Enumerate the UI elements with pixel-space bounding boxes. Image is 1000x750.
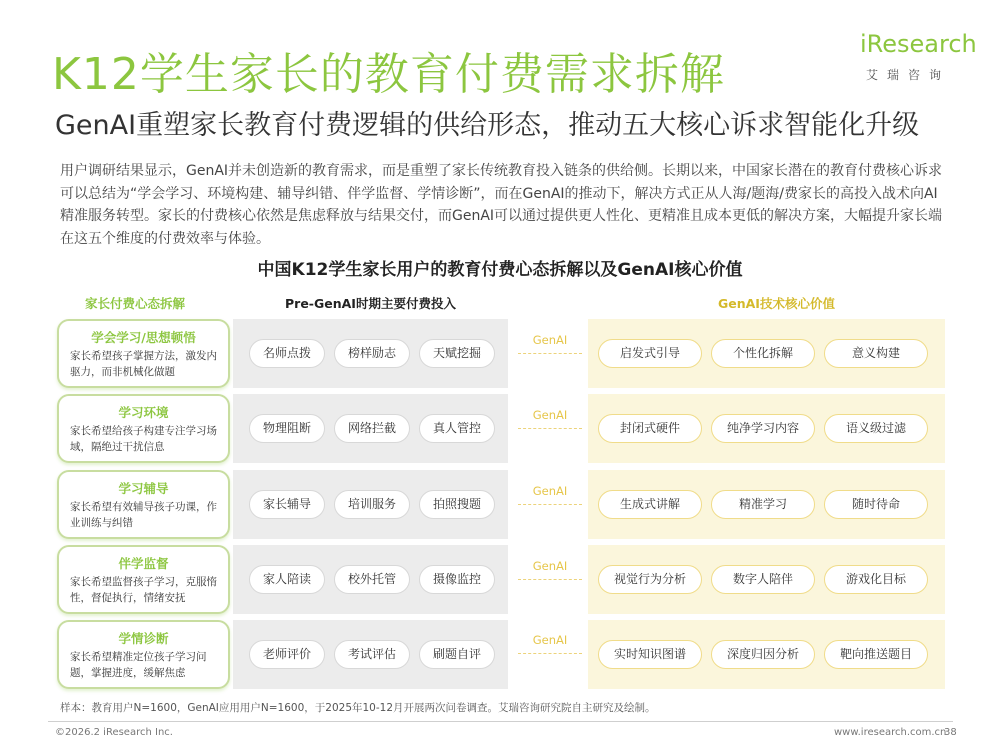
mindset-card-title: 学习环境 bbox=[118, 405, 169, 420]
pre-genai-panel bbox=[233, 394, 508, 463]
pre-genai-panel bbox=[233, 545, 508, 614]
genai-arrow-line bbox=[518, 504, 582, 505]
mindset-card-title: 伴学监督 bbox=[118, 556, 169, 571]
mindset-card bbox=[57, 394, 230, 463]
copyright-text: ©2026.2 iResearch Inc. bbox=[55, 727, 173, 738]
genai-arrow-label: GenAI bbox=[532, 633, 568, 647]
logo-wordmark: iResearch bbox=[860, 30, 977, 58]
page-number: 38 bbox=[944, 727, 957, 738]
iresearch-logo bbox=[860, 30, 975, 90]
genai-arrow-label: GenAI bbox=[532, 559, 568, 573]
mindset-card-title: 学习辅导 bbox=[118, 481, 169, 496]
genai-arrow-label: GenAI bbox=[532, 484, 568, 498]
pre-genai-item: 名师点拨 bbox=[249, 339, 325, 368]
pre-genai-item: 家人陪读 bbox=[249, 565, 325, 594]
pre-genai-item: 真人管控 bbox=[419, 414, 495, 443]
pre-genai-item: 网络拦截 bbox=[334, 414, 410, 443]
genai-value-item: 启发式引导 bbox=[598, 339, 702, 368]
genai-value-item: 靶向推送题目 bbox=[824, 640, 928, 669]
pre-genai-item: 榜样励志 bbox=[334, 339, 410, 368]
mindset-card bbox=[57, 319, 230, 388]
mindset-card-desc: 家长希望有效辅导孩子功课，作业训练与纠错 bbox=[70, 501, 217, 529]
genai-arrow-line bbox=[518, 653, 582, 654]
genai-arrow-label: GenAI bbox=[532, 333, 568, 347]
genai-value-item: 数字人陪伴 bbox=[711, 565, 815, 594]
mindset-card-desc: 家长希望精准定位孩子学习问题，掌握进度，缓解焦虑 bbox=[70, 651, 207, 679]
genai-value-item: 生成式讲解 bbox=[598, 490, 702, 519]
genai-value-item: 深度归因分析 bbox=[711, 640, 815, 669]
website-url: www.iresearch.com.cn bbox=[834, 727, 947, 738]
intro-paragraph: 用户调研结果显示，GenAI并未创造新的教育需求，而是重塑了家长传统教育投入链条的供给侧。长期以来，中国家长潜在的教育付费核心诉求可以总结为“学会学习、环境构建、辅导纠错、伴学监督、学情诊断”，而在GenAI的推动下，解决方式正从人海/题海/费家长的高投入战术向AI精准服务转型。家长的付费核心依然是焦虑释放与结果交付，而GenAI可以通过提供更人性化、更精准且成本更低的解决方案，大幅提升家长端在这五个维度的付费效率与体验。 bbox=[60, 163, 943, 247]
mindset-card-desc: 家长希望给孩子构建专注学习场域，隔绝过干扰信息 bbox=[70, 425, 217, 453]
page-subtitle: GenAI重塑家长教育付费逻辑的供给形态，推动五大核心诉求智能化升级 bbox=[55, 110, 920, 141]
diagram-title: 中国K12学生家长用户的教育付费心态拆解以及GenAI核心价值 bbox=[257, 260, 743, 280]
mindset-card-title: 学情诊断 bbox=[118, 631, 169, 646]
genai-value-item: 意义构建 bbox=[824, 339, 928, 368]
pre-genai-item: 物理阻断 bbox=[249, 414, 325, 443]
column-header-pre-genai: Pre-GenAI时期主要付费投入 bbox=[285, 296, 456, 311]
genai-value-item: 实时知识图谱 bbox=[598, 640, 702, 669]
pre-genai-item: 培训服务 bbox=[334, 490, 410, 519]
genai-value-panel bbox=[588, 470, 945, 539]
genai-arrow-line bbox=[518, 428, 582, 429]
mindset-card-desc: 家长希望孩子掌握方法，激发内驱力，而非机械化做题 bbox=[70, 350, 217, 378]
column-header-mindset: 家长付费心态拆解 bbox=[85, 296, 186, 311]
genai-value-item: 游戏化目标 bbox=[824, 565, 928, 594]
pre-genai-panel bbox=[233, 319, 508, 388]
mindset-card bbox=[57, 545, 230, 614]
footer-divider bbox=[48, 721, 953, 722]
pre-genai-item: 天赋挖掘 bbox=[419, 339, 495, 368]
genai-value-item: 语义级过滤 bbox=[824, 414, 928, 443]
pre-genai-item: 家长辅导 bbox=[249, 490, 325, 519]
genai-value-item: 纯净学习内容 bbox=[711, 414, 815, 443]
genai-arrow-line bbox=[518, 579, 582, 580]
genai-value-panel bbox=[588, 394, 945, 463]
pre-genai-item: 刷题自评 bbox=[419, 640, 495, 669]
pre-genai-item: 摄像监控 bbox=[419, 565, 495, 594]
column-header-genai-value: GenAI技术核心价值 bbox=[718, 296, 835, 311]
source-footnote: 样本：教育用户N=1600，GenAI应用用户N=1600，于2025年10-12月开展两次问卷调查。艾瑞咨询研究院自主研究及绘制。 bbox=[60, 702, 656, 714]
pre-genai-item: 老师评价 bbox=[249, 640, 325, 669]
pre-genai-item: 校外托管 bbox=[334, 565, 410, 594]
pre-genai-item: 拍照搜题 bbox=[419, 490, 495, 519]
page-title: K12学生家长的教育付费需求拆解 bbox=[52, 49, 725, 100]
pre-genai-panel bbox=[233, 620, 508, 689]
genai-value-panel bbox=[588, 545, 945, 614]
mindset-card bbox=[57, 470, 230, 539]
genai-arrow-label: GenAI bbox=[532, 408, 568, 422]
logo-subtitle: 艾瑞咨询 bbox=[866, 68, 951, 82]
genai-value-item: 个性化拆解 bbox=[711, 339, 815, 368]
genai-arrow-line bbox=[518, 353, 582, 354]
genai-value-item: 随时待命 bbox=[824, 490, 928, 519]
genai-value-item: 精准学习 bbox=[711, 490, 815, 519]
genai-value-item: 视觉行为分析 bbox=[598, 565, 702, 594]
pre-genai-panel bbox=[233, 470, 508, 539]
mindset-card-desc: 家长希望监督孩子学习，克服惰性，督促执行，情绪安抚 bbox=[70, 576, 217, 604]
mindset-card bbox=[57, 620, 230, 689]
mindset-card-title: 学会学习/思想顿悟 bbox=[91, 330, 196, 345]
genai-value-item: 封闭式硬件 bbox=[598, 414, 702, 443]
genai-value-panel bbox=[588, 620, 945, 689]
genai-value-panel bbox=[588, 319, 945, 388]
pre-genai-item: 考试评估 bbox=[334, 640, 410, 669]
